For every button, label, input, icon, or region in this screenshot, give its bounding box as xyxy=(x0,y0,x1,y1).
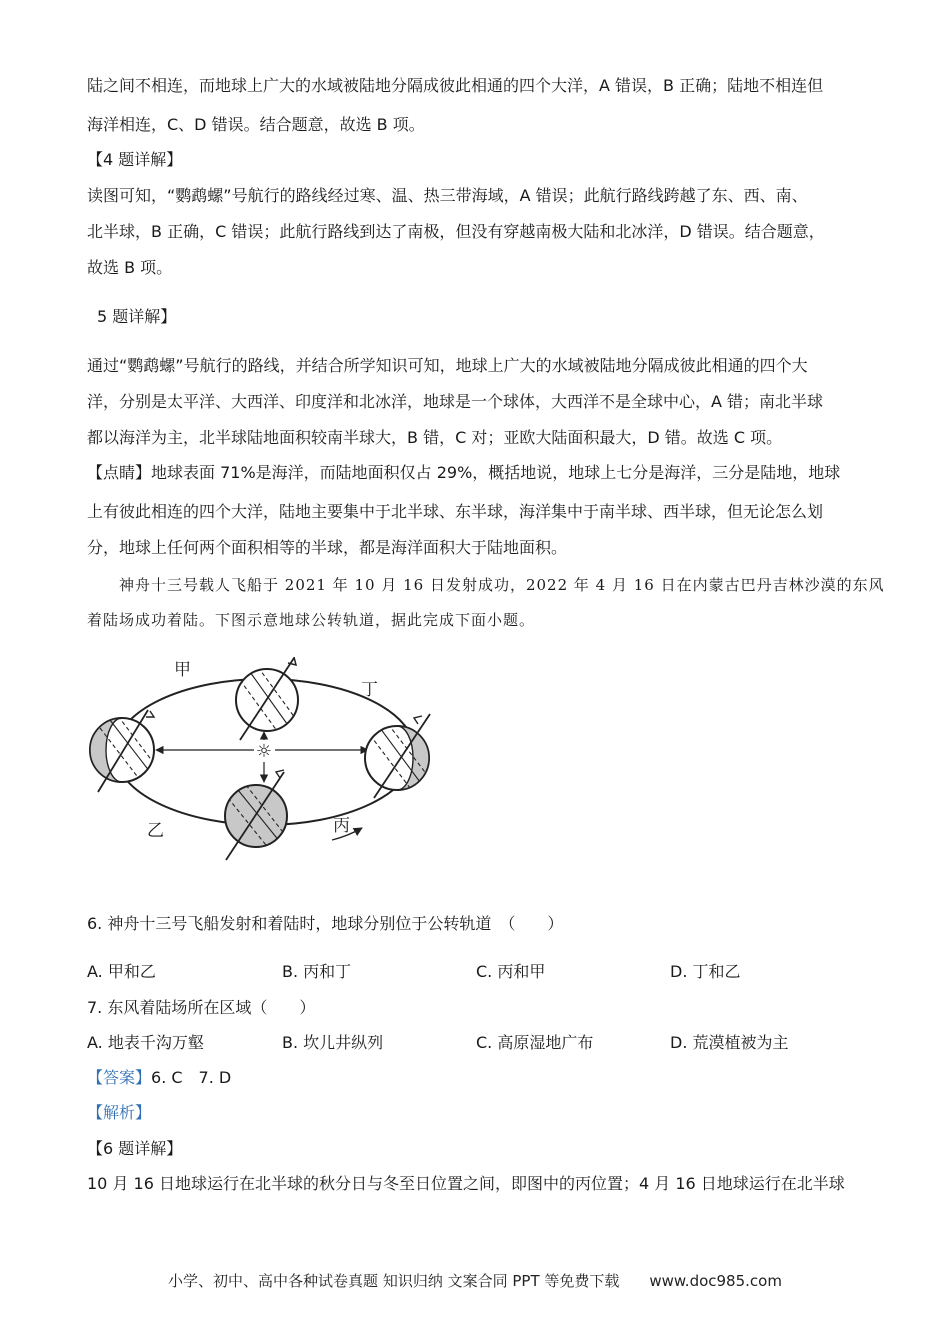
section-heading-4: 【4 题详解】 xyxy=(87,150,183,169)
paragraph-line: 陆之间不相连，而地球上广大的水域被陆地分隔成彼此相通的四个大洋，A 错误，B 正确；陆地不相连但 xyxy=(87,76,824,95)
label-yi: 乙 xyxy=(147,821,164,841)
label-jia: 甲 xyxy=(174,660,191,680)
intro-line: 神舟十三号载人飞船于 2021 年 10 月 16 日发射成功，2022 年 4 月 16 日在内蒙古巴丹吉林沙漠的东风 xyxy=(119,576,885,594)
q6-option-a: A. 甲和乙 xyxy=(87,962,156,981)
dianjing-line: 【点睛】地球表面 71%是海洋，而陆地面积仅占 29%，概括地说，地球上七分是海洋，三分是陆地，地球 xyxy=(87,463,841,482)
paragraph-line: 读图可知，“鹦鹉螺”号航行的路线经过寒、温、热三带海域，A 错误；此航行路线跨越了东、西、南、 xyxy=(87,186,808,205)
q6-option-b: B. 丙和丁 xyxy=(282,962,352,981)
earth-bottom xyxy=(225,770,287,860)
section-heading-5: 5 题详解】 xyxy=(97,307,177,326)
q7-option-b: B. 坎儿井纵列 xyxy=(282,1033,384,1052)
q6-option-d: D. 丁和乙 xyxy=(670,962,741,981)
paragraph-line: 10 月 16 日地球运行在北半球的秋分日与冬至日位置之间，即图中的丙位置；4 月 16 日地球运行在北半球 xyxy=(87,1174,845,1193)
earth-orbit-diagram xyxy=(80,640,450,880)
page-footer: 小学、初中、高中各种试卷真题 知识归纳 文案合同 PPT 等免费下载 www.doc985.com xyxy=(168,1272,782,1290)
sun-icon: ☼ xyxy=(255,741,273,762)
paragraph-line: 通过“鹦鹉螺”号航行的路线，并结合所学知识可知，地球上广大的水域被陆地分隔成彼此相通的四个大 xyxy=(87,356,808,375)
analysis-label: 【解析】 xyxy=(87,1103,152,1122)
q7-option-a: A. 地表千沟万壑 xyxy=(87,1033,204,1052)
q7-stem: 7. 东风着陆场所在区域（ ） xyxy=(87,998,316,1017)
intro-line: 着陆场成功着陆。下图示意地球公转轨道，据此完成下面小题。 xyxy=(87,611,536,629)
q6-stem: 6. 神舟十三号飞船发射和着陆时，地球分别位于公转轨道 （ ） xyxy=(87,914,564,933)
paragraph-line: 故选 B 项。 xyxy=(87,258,173,277)
paragraph-line: 都以海洋为主，北半球陆地面积较南半球大，B 错，C 对；亚欧大陆面积最大，D 错。故选 C 项。 xyxy=(87,428,783,447)
answer-text: 6. C 7. D xyxy=(151,1068,232,1087)
dianjing-line: 分，地球上任何两个面积相等的半球，都是海洋面积大于陆地面积。 xyxy=(87,538,568,557)
earth-left xyxy=(90,710,156,792)
earth-top xyxy=(236,657,298,740)
q7-option-c: C. 高原湿地广布 xyxy=(476,1033,594,1052)
paragraph-line: 洋，分别是太平洋、大西洋、印度洋和北冰洋，地球是一个球体，大西洋不是全球中心，A 错；南北半球 xyxy=(87,392,824,411)
label-bing: 丙 xyxy=(333,816,350,836)
paragraph-line: 北半球，B 正确，C 错误；此航行路线到达了南极，但没有穿越南极大陆和北冰洋，D 错误。结合题意， xyxy=(87,222,825,241)
paragraph-line: 海洋相连，C、D 错误。结合题意，故选 B 项。 xyxy=(87,115,425,134)
answer-line xyxy=(87,1068,231,1088)
answer-label: 【答案】 xyxy=(87,1068,152,1087)
dianjing-line: 上有彼此相连的四个大洋，陆地主要集中于北半球、东半球，海洋集中于南半球、西半球，但无论怎么划 xyxy=(87,502,824,521)
label-ding: 丁 xyxy=(361,680,378,700)
section-heading-6: 【6 题详解】 xyxy=(87,1139,183,1158)
earth-right xyxy=(365,714,430,798)
q7-option-d: D. 荒漠植被为主 xyxy=(670,1033,789,1052)
q6-option-c: C. 丙和甲 xyxy=(476,962,546,981)
